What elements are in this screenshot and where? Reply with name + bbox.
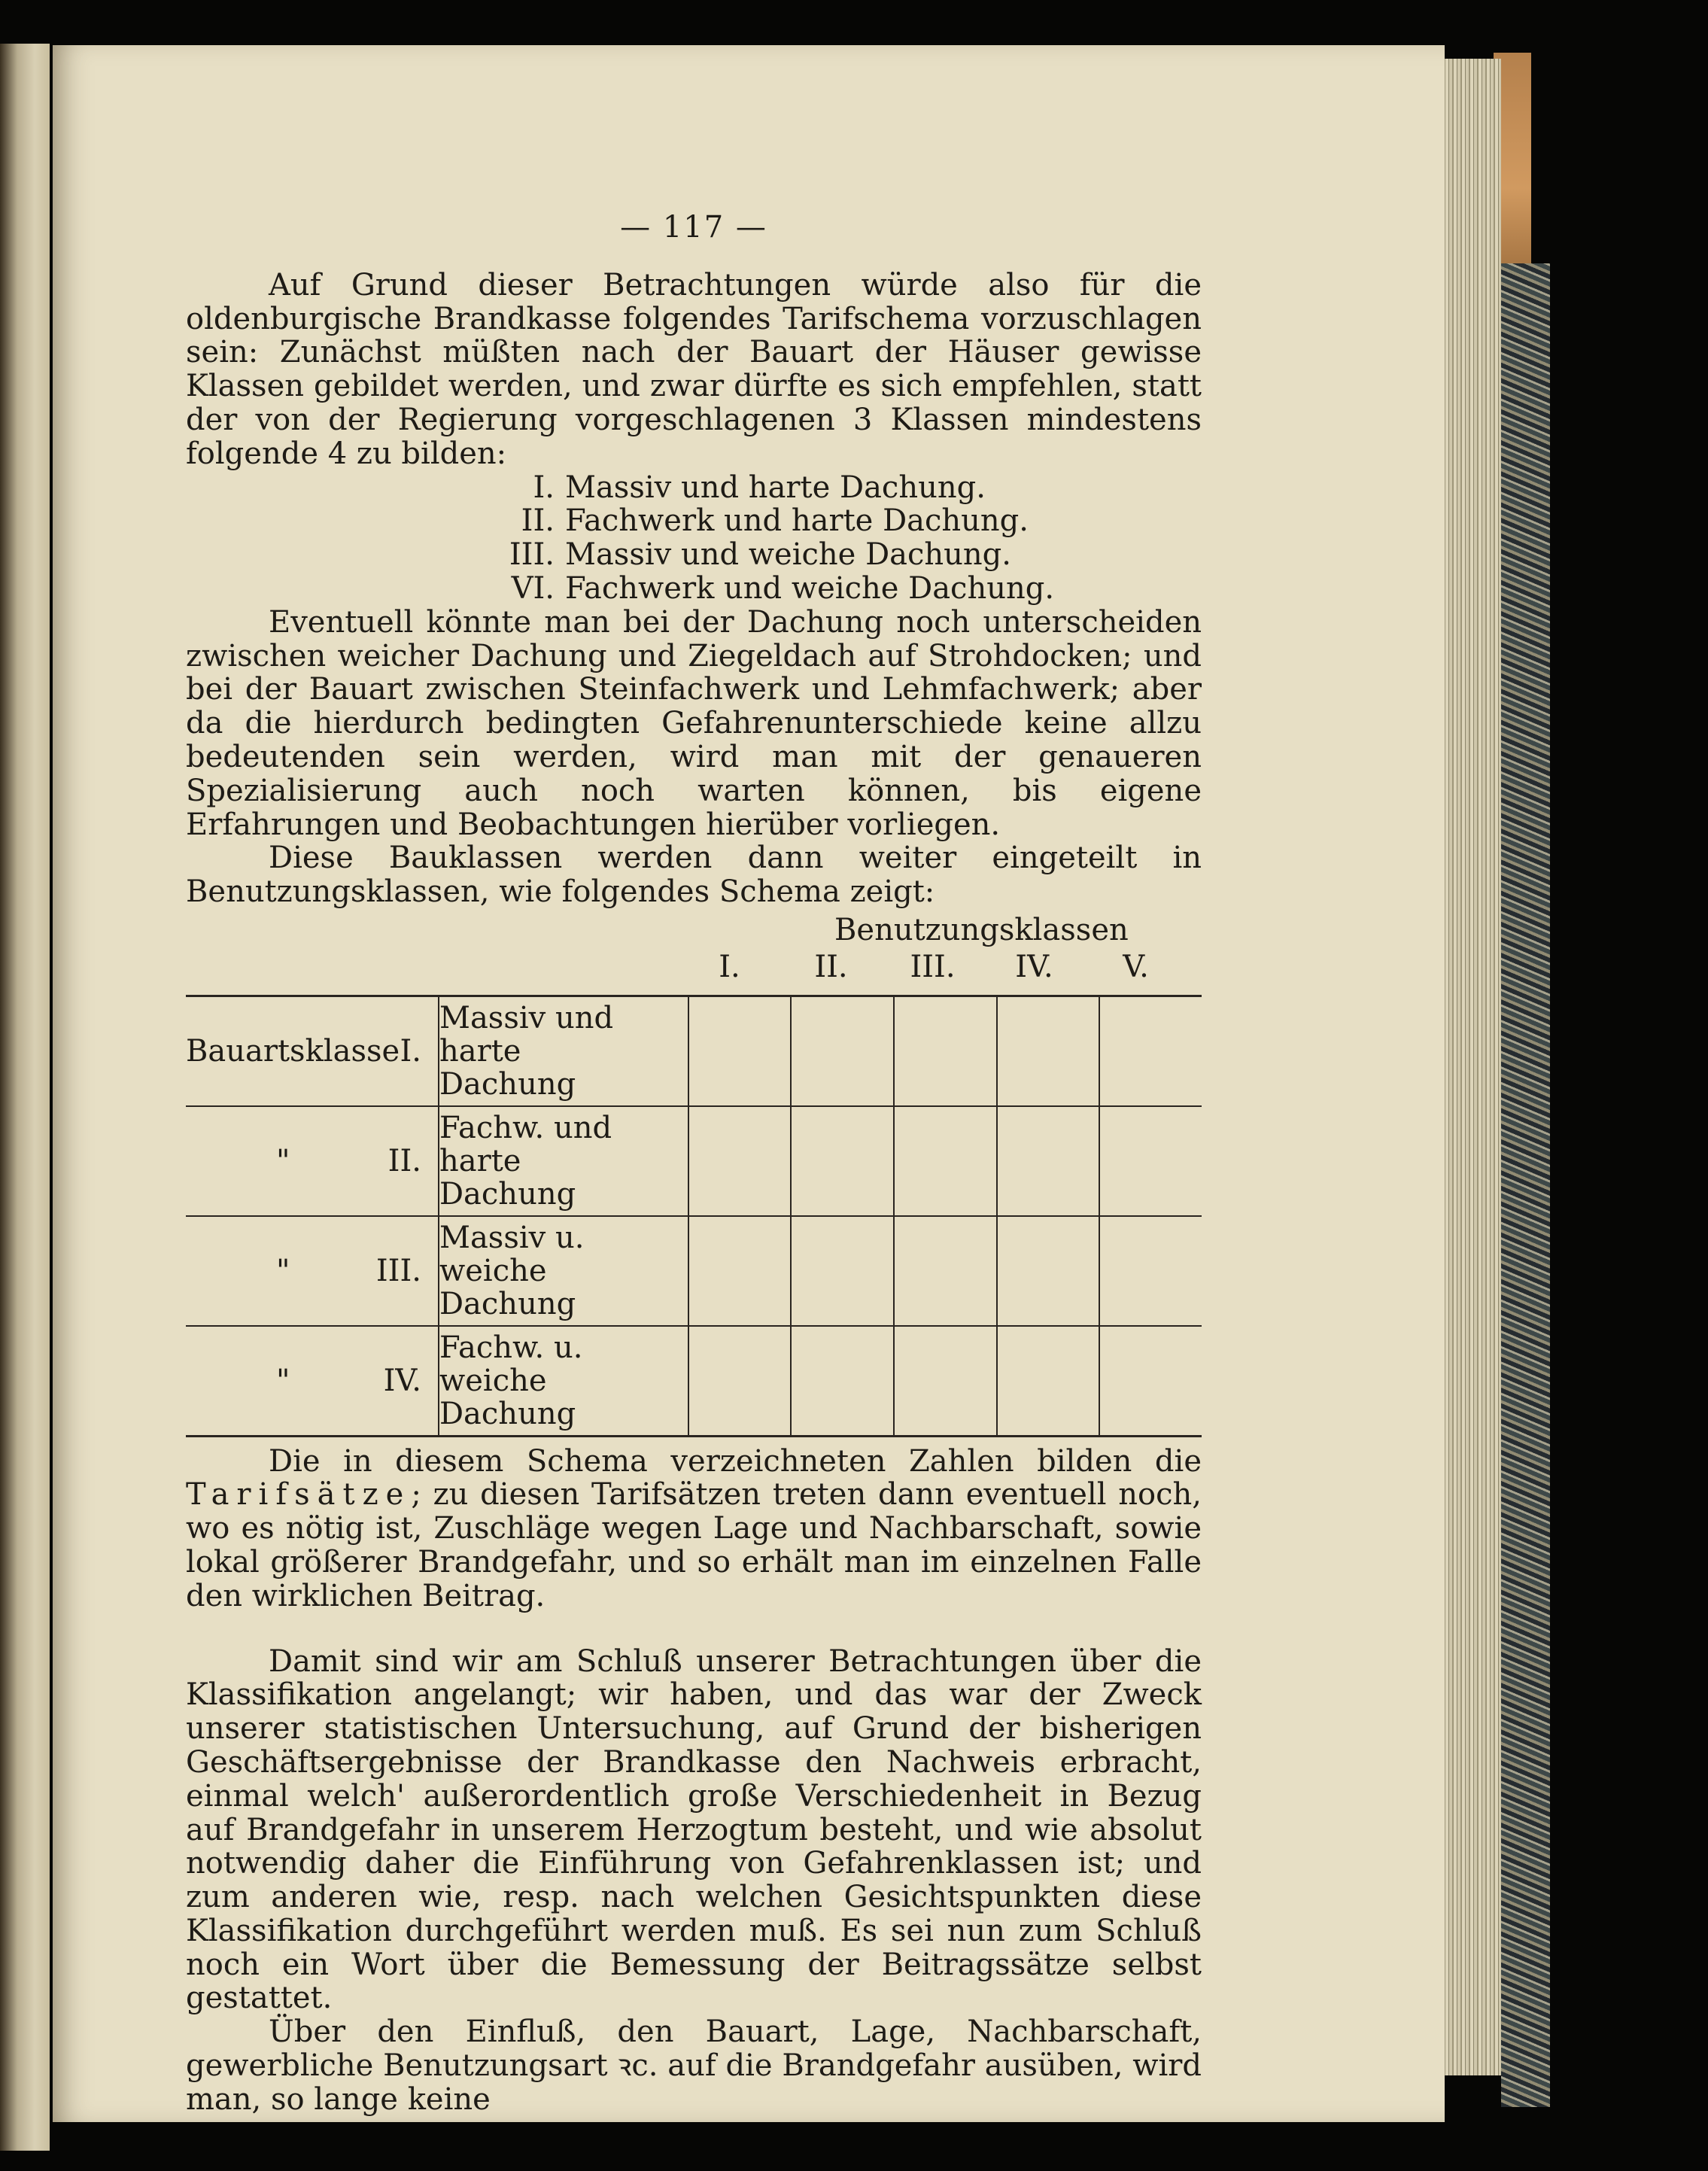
list-item: III. Massiv und weiche Dachung. bbox=[509, 537, 1011, 573]
column-header: II. bbox=[814, 949, 848, 984]
table-cell bbox=[1099, 1106, 1202, 1216]
table-cell bbox=[688, 1106, 792, 1216]
table-cell bbox=[894, 996, 997, 1106]
table-cell bbox=[1099, 996, 1202, 1106]
table-cell bbox=[997, 1326, 1100, 1437]
tarif-schema-table bbox=[186, 995, 1202, 1437]
table-row: " III. Massiv u. weiche Dachung bbox=[186, 1216, 1202, 1326]
previous-page-edge bbox=[0, 44, 50, 2151]
paragraph-eventuell: Eventuell könnte man bei der Dachung noch unterscheiden zwischen weicher Dachung und Ziegeldach auf Strohdocken; und bei der Bauart zwischen Steinfachwerk und Lehmfachwerk; aber da die hierdurch bedingten Gefahrenunterschiede keine allzu bedeutenden sein werden, wird man mit der genaueren Spezialisierung auch noch warten können, bis eigene Erfahrungen und Beobachtungen hierüber vorliegen. bbox=[186, 604, 1202, 842]
list-item: I. Massiv und harte Dachung. bbox=[533, 470, 986, 505]
table-cell bbox=[997, 1106, 1100, 1216]
paragraph-tarifsaetze: Die in diesem Schema verzeichneten Zahlen bilden die Tarifsätze; zu diesen Tarifsätzen treten dann eventuell noch, wo es nötig ist, Zuschläge wegen Lage und Nachbarschaft, sowie lokal größerer Brandgefahr, und so erhält man im einzelnen Falle den wirklichen Beitrag. bbox=[186, 1443, 1202, 1613]
list-item: VI. Fachwerk und weiche Dachung. bbox=[511, 570, 1055, 606]
table-cell bbox=[997, 1216, 1100, 1326]
table-cell bbox=[791, 1106, 894, 1216]
table-column-headers bbox=[186, 950, 1202, 984]
paragraph-einfluss: Über den Einfluß, den Bauart, Lage, Nachbarschaft, gewerbliche Benutzungsart ꝛc. auf die Brandgefahr ausüben, wird man, so lange keine bbox=[186, 2014, 1202, 2117]
table-cell bbox=[791, 996, 894, 1106]
table-row: Bauartsklasse I. Massiv und harte Dachung bbox=[186, 996, 1202, 1106]
table-cell bbox=[1099, 1216, 1202, 1326]
page-text bbox=[186, 211, 1202, 2117]
column-header: I. bbox=[719, 949, 740, 984]
column-header: V. bbox=[1123, 949, 1149, 984]
table-cell bbox=[688, 1216, 792, 1326]
table-cell bbox=[791, 1216, 894, 1326]
table-cell bbox=[791, 1326, 894, 1437]
table-cell bbox=[894, 1326, 997, 1437]
column-header: IV. bbox=[1015, 949, 1053, 984]
page-stack-edge bbox=[1441, 59, 1501, 2075]
marbled-cover-board bbox=[1501, 263, 1550, 2107]
list-item: II. Fachwerk und harte Dachung. bbox=[521, 503, 1029, 539]
column-header: III. bbox=[910, 949, 956, 984]
paragraph-schluss: Damit sind wir am Schluß unserer Betrachtungen über die Klassifikation angelangt; wir haben, und das war der Zweck unserer statistischen Untersuchung, auf Grund der bisherigen Geschäftsergebnisse der Brandkasse den Nachweis erbracht, einmal welch' außerordentlich große Verschiedenheit in Bezug auf Brandgefahr in unserem Herzogtum besteht, und wie absolut notwendig daher die Einführung von Gefahrenklassen ist; und zum anderen wie, resp. nach welchen Gesichtspunkten diese Klassifikation durchgeführt werden muß. Es sei nun zum Schluß noch ein Wort über die Bemessung der Beitragssätze selbst gestattet. bbox=[186, 1643, 1202, 2016]
table-group-heading: Benutzungsklassen bbox=[834, 912, 1129, 947]
table-cell bbox=[894, 1106, 997, 1216]
table-cell bbox=[997, 996, 1100, 1106]
paragraph-tarifschema: Auf Grund dieser Betrachtungen würde also für die oldenburgische Brandkasse folgendes Tarifschema vorzuschlagen sein: Zunächst müßten nach der Bauart der Häuser gewisse Klassen gebildet werden, und zwar dürfte es sich empfehlen, statt der von der Regierung vorgeschlagenen 3 Klassen mindestens folgende 4 zu bilden: bbox=[186, 267, 1202, 471]
table-cell bbox=[688, 996, 792, 1106]
table-cell bbox=[1099, 1326, 1202, 1437]
paragraph-bauklassen: Diese Bauklassen werden dann weiter eingeteilt in Benutzungsklassen, wie folgendes Schema zeigt: bbox=[186, 841, 1202, 910]
table-row: " II. Fachw. und harte Dachung bbox=[186, 1106, 1202, 1216]
table-cell bbox=[688, 1326, 792, 1437]
table-row: " IV. Fachw. u. weiche Dachung bbox=[186, 1326, 1202, 1437]
page-number: — 117 — bbox=[620, 210, 767, 245]
table-cell bbox=[894, 1216, 997, 1326]
bauklassen-list bbox=[186, 471, 1202, 606]
